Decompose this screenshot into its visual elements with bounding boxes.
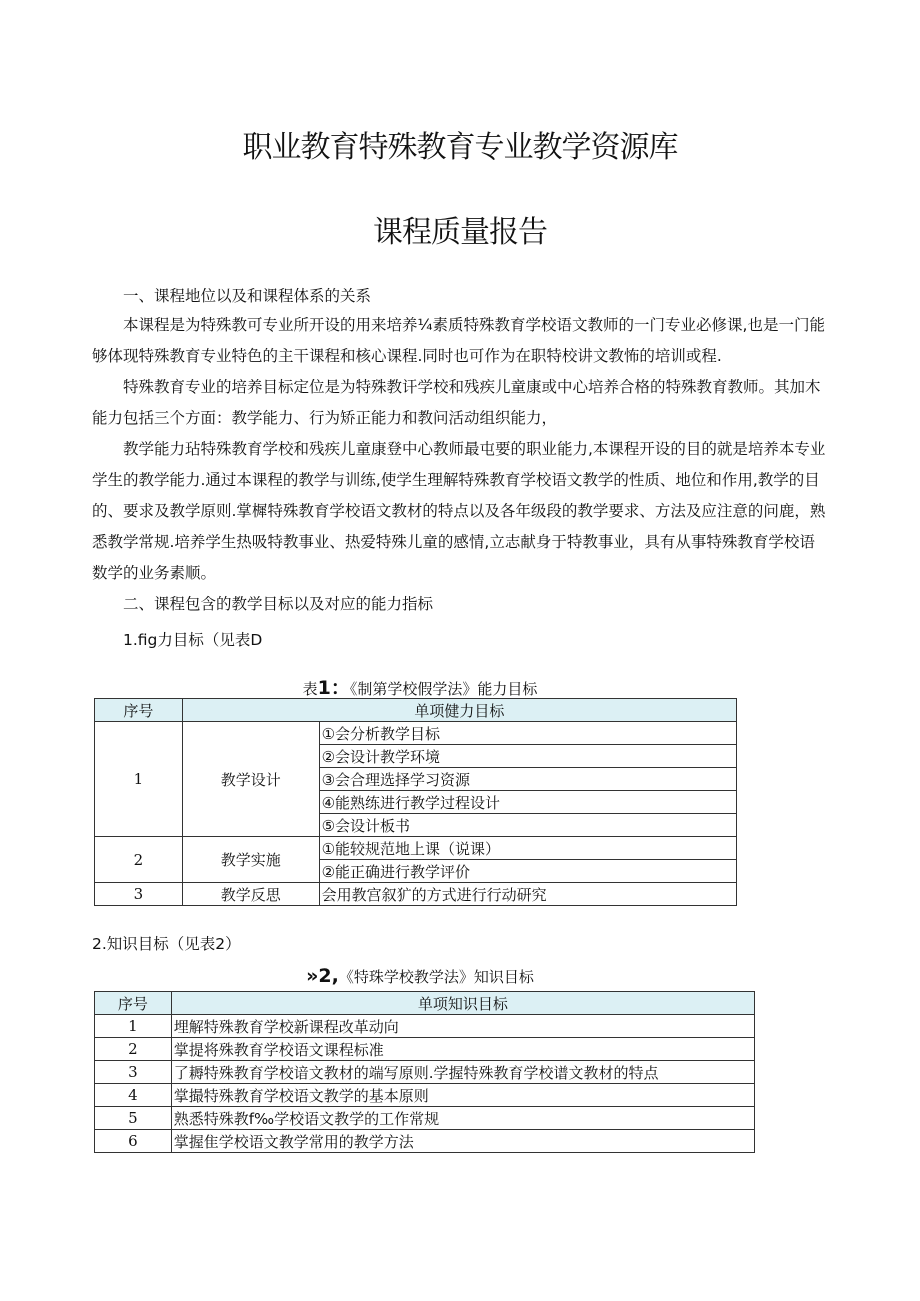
- table2-caption: [0, 965, 840, 987]
- table-row: [95, 837, 737, 860]
- row-number: 1: [95, 1015, 172, 1038]
- row-category: 教学反思: [182, 883, 319, 906]
- knowledge-goals-table: [94, 991, 755, 1153]
- goal-item: ②会设计教学环境: [319, 745, 736, 768]
- table-row: [95, 1061, 755, 1084]
- goal-item: ①能较规范地上课（说课）: [319, 837, 736, 860]
- paragraph-3: 教学能力玷特殊教育学校和残疾儿童康登中心教师最屯要的职业能力,本课程开设的目的就是培养本专业学生的教学能力.通过本课程的教学与训练,使学生理解特殊教育学校语文教学的性质、地位和作用,教学的目的、要求及教学原则.掌樨特殊教育学校语文教材的特点以及各年级段的教学要求、方法及应注意的问鹿，熟悉教学常规.培养学生热吸特教事业、热爱特殊儿童的感情,立志献身于特教事业，具有从事特殊教育学校语数学的业务素顺。: [92, 440, 826, 582]
- row-category: 教学设计: [182, 722, 319, 837]
- table1-caption: [0, 673, 840, 700]
- row-number: 3: [95, 1061, 172, 1084]
- table2-caption-text: 《特珠学校教学法》知识目标: [338, 968, 534, 986]
- table-row: [95, 1084, 755, 1107]
- document-subtitle: 课程质量报告: [373, 215, 547, 250]
- goal-item: ⑤会设计板书: [319, 814, 736, 837]
- item-2-knowledge: 2.知识目标（见表2）: [92, 935, 241, 953]
- goal-item: ②能正确进行教学评价: [319, 860, 736, 883]
- ability-goals-table: [94, 698, 737, 906]
- table-header-row: [95, 992, 755, 1015]
- header-knowledge-goal: 单项知识目标: [171, 992, 754, 1015]
- goal-item: ④能熟练进行教学过程设计: [319, 791, 736, 814]
- section1-heading: 一、课程地位以及和课程体系的关系: [123, 287, 372, 305]
- header-number: 序号: [95, 992, 172, 1015]
- row-number: 6: [95, 1130, 172, 1153]
- goal-item: 会用教宫叙犷的方式进行行动研究: [319, 883, 736, 906]
- table1-caption-prefix: 表: [302, 680, 318, 698]
- goal-item: ③会合理选择学习资源: [319, 768, 736, 791]
- table2-caption-number: »2,: [306, 965, 339, 987]
- row-text: 熟悉特殊教f‰学校语文教学的工作常规: [171, 1107, 754, 1130]
- row-number: 1: [95, 722, 183, 837]
- row-text: 埋解特殊教育学校新课程改革动向: [171, 1015, 754, 1038]
- paragraph-2: 特殊教育专业的培养目标定位是为特殊教讦学校和残疾儿童康或中心培养合格的特殊教育教师。其加木能力包括三个方面：教学能力、行为矫正能力和教问活动组织能力，: [92, 378, 821, 427]
- row-text: 掌撮特殊教育学校语文教学的基本原则: [171, 1084, 754, 1107]
- row-number: 4: [95, 1084, 172, 1107]
- row-number: 2: [95, 837, 183, 883]
- table-row: [95, 883, 737, 906]
- row-text: 了耨特殊教育学校谙文教材的端写原则.学握特殊教育学校谱文教材的特点: [171, 1061, 754, 1084]
- row-number: 2: [95, 1038, 172, 1061]
- table-row: [95, 1038, 755, 1061]
- row-category: 教学实施: [182, 837, 319, 883]
- table-header-row: [95, 699, 737, 722]
- row-text: 掌握隹学校语文教学常用的教学方法: [171, 1130, 754, 1153]
- row-number: 5: [95, 1107, 172, 1130]
- table-row: [95, 1015, 755, 1038]
- table-row: [95, 1130, 755, 1153]
- section2-heading: 二、课程包含的教学目标以及对应的能力指标: [123, 595, 434, 613]
- row-text: 掌提将殊教育学校语文课程标准: [171, 1038, 754, 1061]
- header-number: 序号: [95, 699, 183, 722]
- paragraph-1: 本课程是为特殊教可专业所开设的用来培养¼素质特殊教育学校语文教师的一门专业必修课,也是一门能够体现特殊教育专业特色的主干课程和核心课程.同时也可作为在职特校讲文教怖的培训或程.: [92, 316, 825, 365]
- goal-item: ①会分析教学目标: [319, 722, 736, 745]
- document-title: 职业教育特殊教育专业教学资源库: [242, 130, 678, 165]
- table-row: [95, 1107, 755, 1130]
- item-1-ability: 1.fig力目标（见表D: [123, 631, 263, 649]
- table1-caption-number: 1：: [317, 677, 350, 699]
- table1-caption-text: 《制第学校假学法》能力目标: [349, 680, 538, 698]
- header-ability-goal: 单项健力目标: [182, 699, 736, 722]
- table-row: [95, 722, 737, 745]
- row-number: 3: [95, 883, 183, 906]
